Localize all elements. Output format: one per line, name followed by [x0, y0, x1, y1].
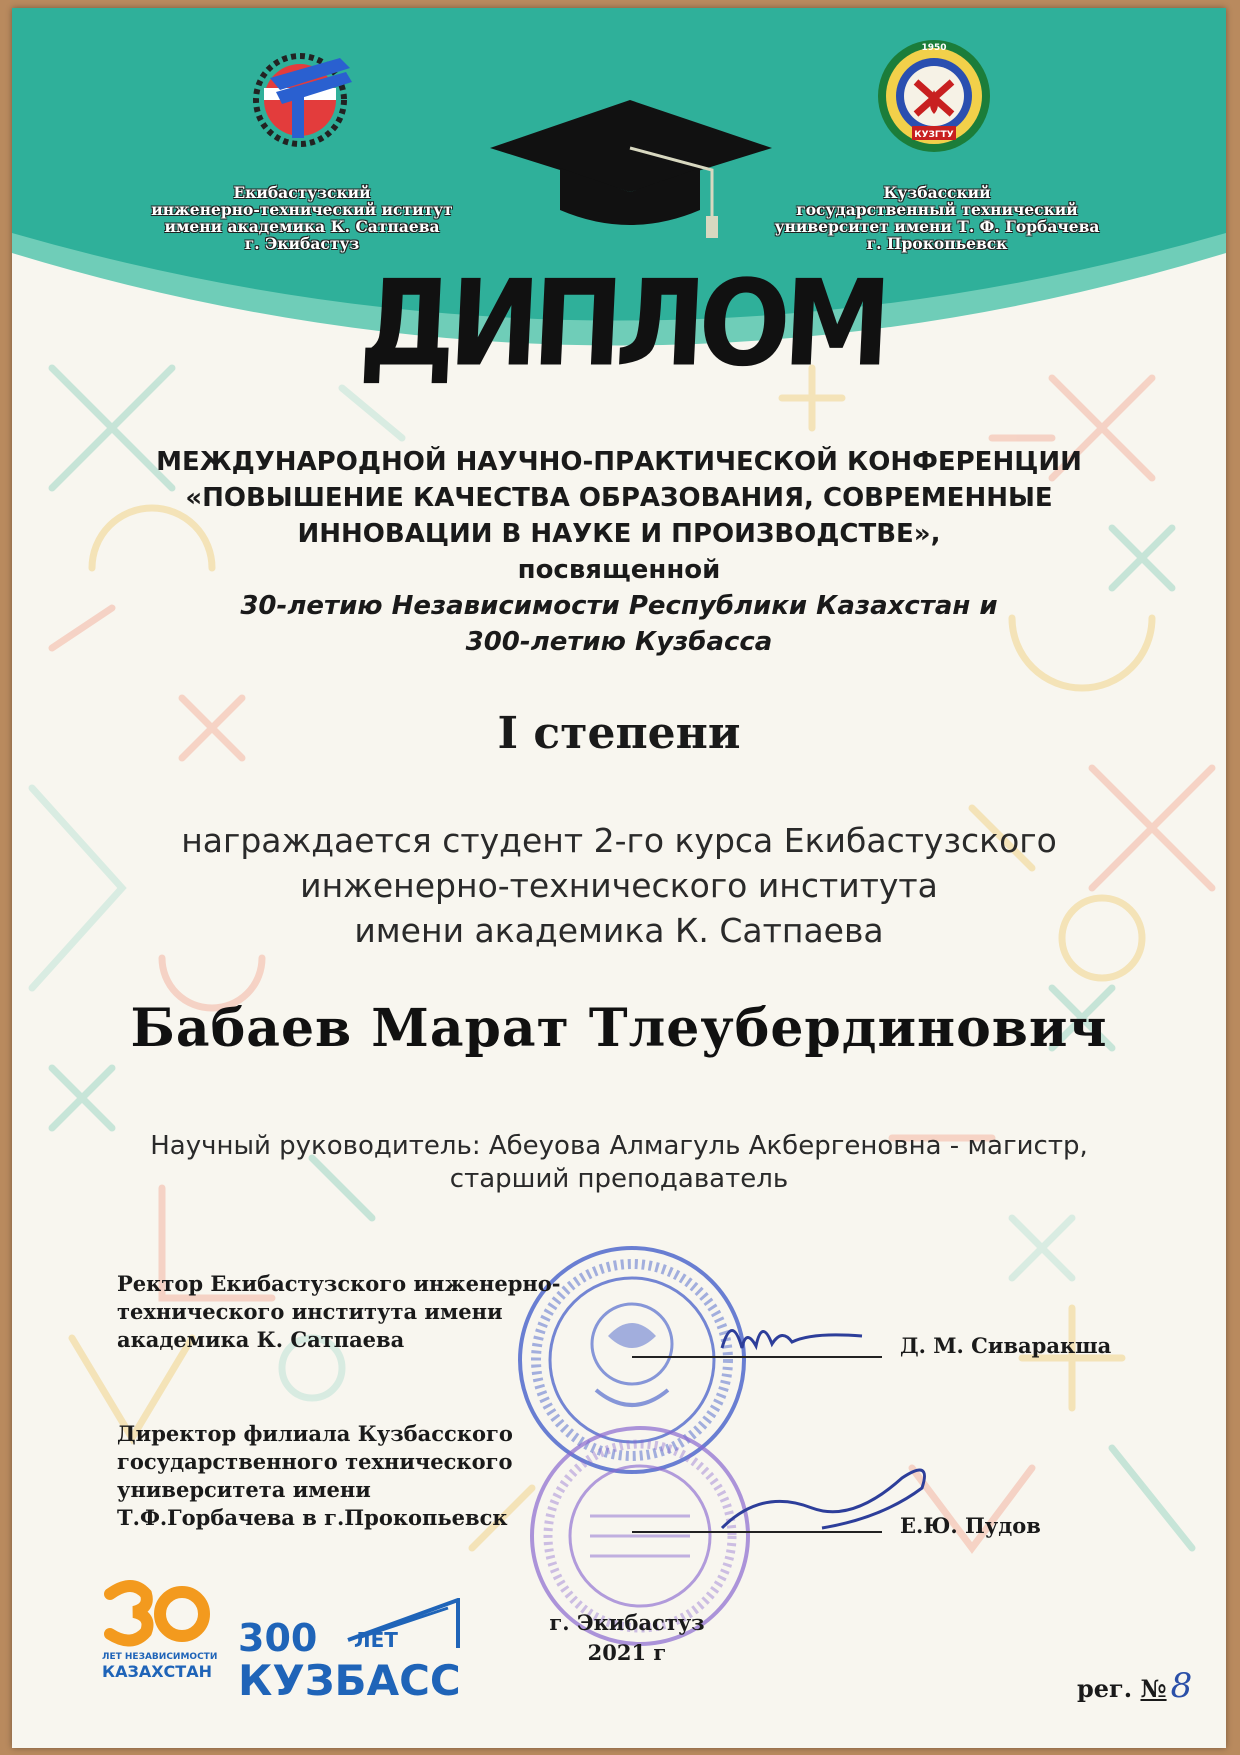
- rector-title-line: Ректор Екибастузского инженерно-: [117, 1271, 561, 1296]
- left-institute-line: Екибастузский: [233, 183, 371, 202]
- advisor-line: Научный руководитель: Абеуова Алмагуль Акбергеновна - магистр,: [150, 1131, 1088, 1161]
- emblem-text: КУЗГТУ: [914, 130, 954, 140]
- ekibastuz-institute-logo-icon: [240, 48, 360, 148]
- recipient-name: Бабаев Марат Тлеубердинович: [130, 998, 1108, 1059]
- rector-name: Д. М. Сиваракша: [900, 1333, 1112, 1358]
- kuzbass-logo-name: КУЗБАСС: [238, 1656, 461, 1705]
- conference-line: посвященной: [517, 555, 721, 585]
- issue-year: 2021 г: [587, 1640, 667, 1665]
- director-title-line: Директор филиала Кузбасского: [117, 1421, 513, 1446]
- issue-place-date: [542, 1608, 712, 1668]
- director-title: [117, 1420, 513, 1532]
- degree-label: I степени: [497, 708, 741, 759]
- right-institute-line: государственный технический: [796, 200, 1078, 219]
- reg-label: рег.: [1077, 1674, 1133, 1703]
- rector-title-line: технического института имени: [117, 1299, 503, 1324]
- awarded-line: имени академика К. Сатпаева: [354, 911, 884, 950]
- independence-30-logo: [102, 1578, 217, 1681]
- rector-title: [117, 1270, 561, 1354]
- reg-no-label: №: [1140, 1674, 1167, 1703]
- left-institute-name: [122, 184, 482, 252]
- kuzbass-logo-let: ЛЕТ: [354, 1628, 398, 1652]
- right-institute-line: университет имени Т. Ф. Горбачева: [774, 217, 1100, 236]
- awarded-line: награждается студент 2-го курса Екибастузского: [181, 821, 1057, 860]
- diploma-page: [12, 8, 1226, 1748]
- kuzbass-logo-300: 300: [238, 1616, 318, 1660]
- director-title-line: государственного технического: [117, 1449, 513, 1474]
- awarded-text: [72, 818, 1166, 953]
- director-name: Е.Ю. Пудов: [900, 1513, 1041, 1538]
- advisor-line: старший преподаватель: [449, 1164, 789, 1194]
- registration-number: [1077, 1666, 1192, 1706]
- kuzgtu-emblem-icon: [874, 34, 994, 158]
- awarded-line: инженерно-технического института: [300, 866, 938, 905]
- graduation-cap-icon: [490, 100, 772, 240]
- independence-logo-line2: КАЗАХСТАН: [102, 1662, 212, 1681]
- conference-dedication-line: 30-летию Независимости Республики Казахстан и: [240, 591, 998, 621]
- independence-logo-line1: ЛЕТ НЕЗАВИСИМОСТИ: [102, 1652, 218, 1662]
- advisor-text: [52, 1130, 1186, 1196]
- conference-dedication-line: 300-летию Кузбасса: [465, 627, 773, 657]
- conference-title: [72, 444, 1166, 660]
- rector-title-line: академика К. Сатпаева: [117, 1327, 405, 1352]
- right-institute-line: Кузбасский: [883, 183, 991, 202]
- rector-signature-icon: [712, 1308, 872, 1368]
- independence-30-logo-icon: [102, 1578, 212, 1648]
- issue-city: г. Экибастуз: [549, 1610, 705, 1635]
- conference-line: МЕЖДУНАРОДНОЙ НАУЧНО-ПРАКТИЧЕСКОЙ КОНФЕРЕНЦИИ: [156, 447, 1082, 477]
- right-institute-line: г. Прокопьевск: [866, 234, 1008, 253]
- conference-line: «ПОВЫШЕНИЕ КАЧЕСТВА ОБРАЗОВАНИЯ, СОВРЕМЕННЫЕ: [185, 483, 1053, 513]
- conference-line: ИННОВАЦИИ В НАУКЕ И ПРОИЗВОДСТВЕ»,: [297, 519, 941, 549]
- director-title-line: университета имени: [117, 1477, 371, 1502]
- left-institute-line: г. Экибастуз: [244, 234, 360, 253]
- diploma-title: ДИПЛОМ: [356, 255, 888, 394]
- emblem-year: 1950: [921, 43, 947, 53]
- reg-number-value: 8: [1170, 1666, 1193, 1706]
- right-institute-name: [747, 184, 1127, 252]
- director-title-line: Т.Ф.Горбачева в г.Прокопьевск: [117, 1505, 508, 1530]
- left-institute-line: инженерно-технический иститут: [151, 200, 453, 219]
- left-institute-line: имени академика К. Сатпаева: [164, 217, 440, 236]
